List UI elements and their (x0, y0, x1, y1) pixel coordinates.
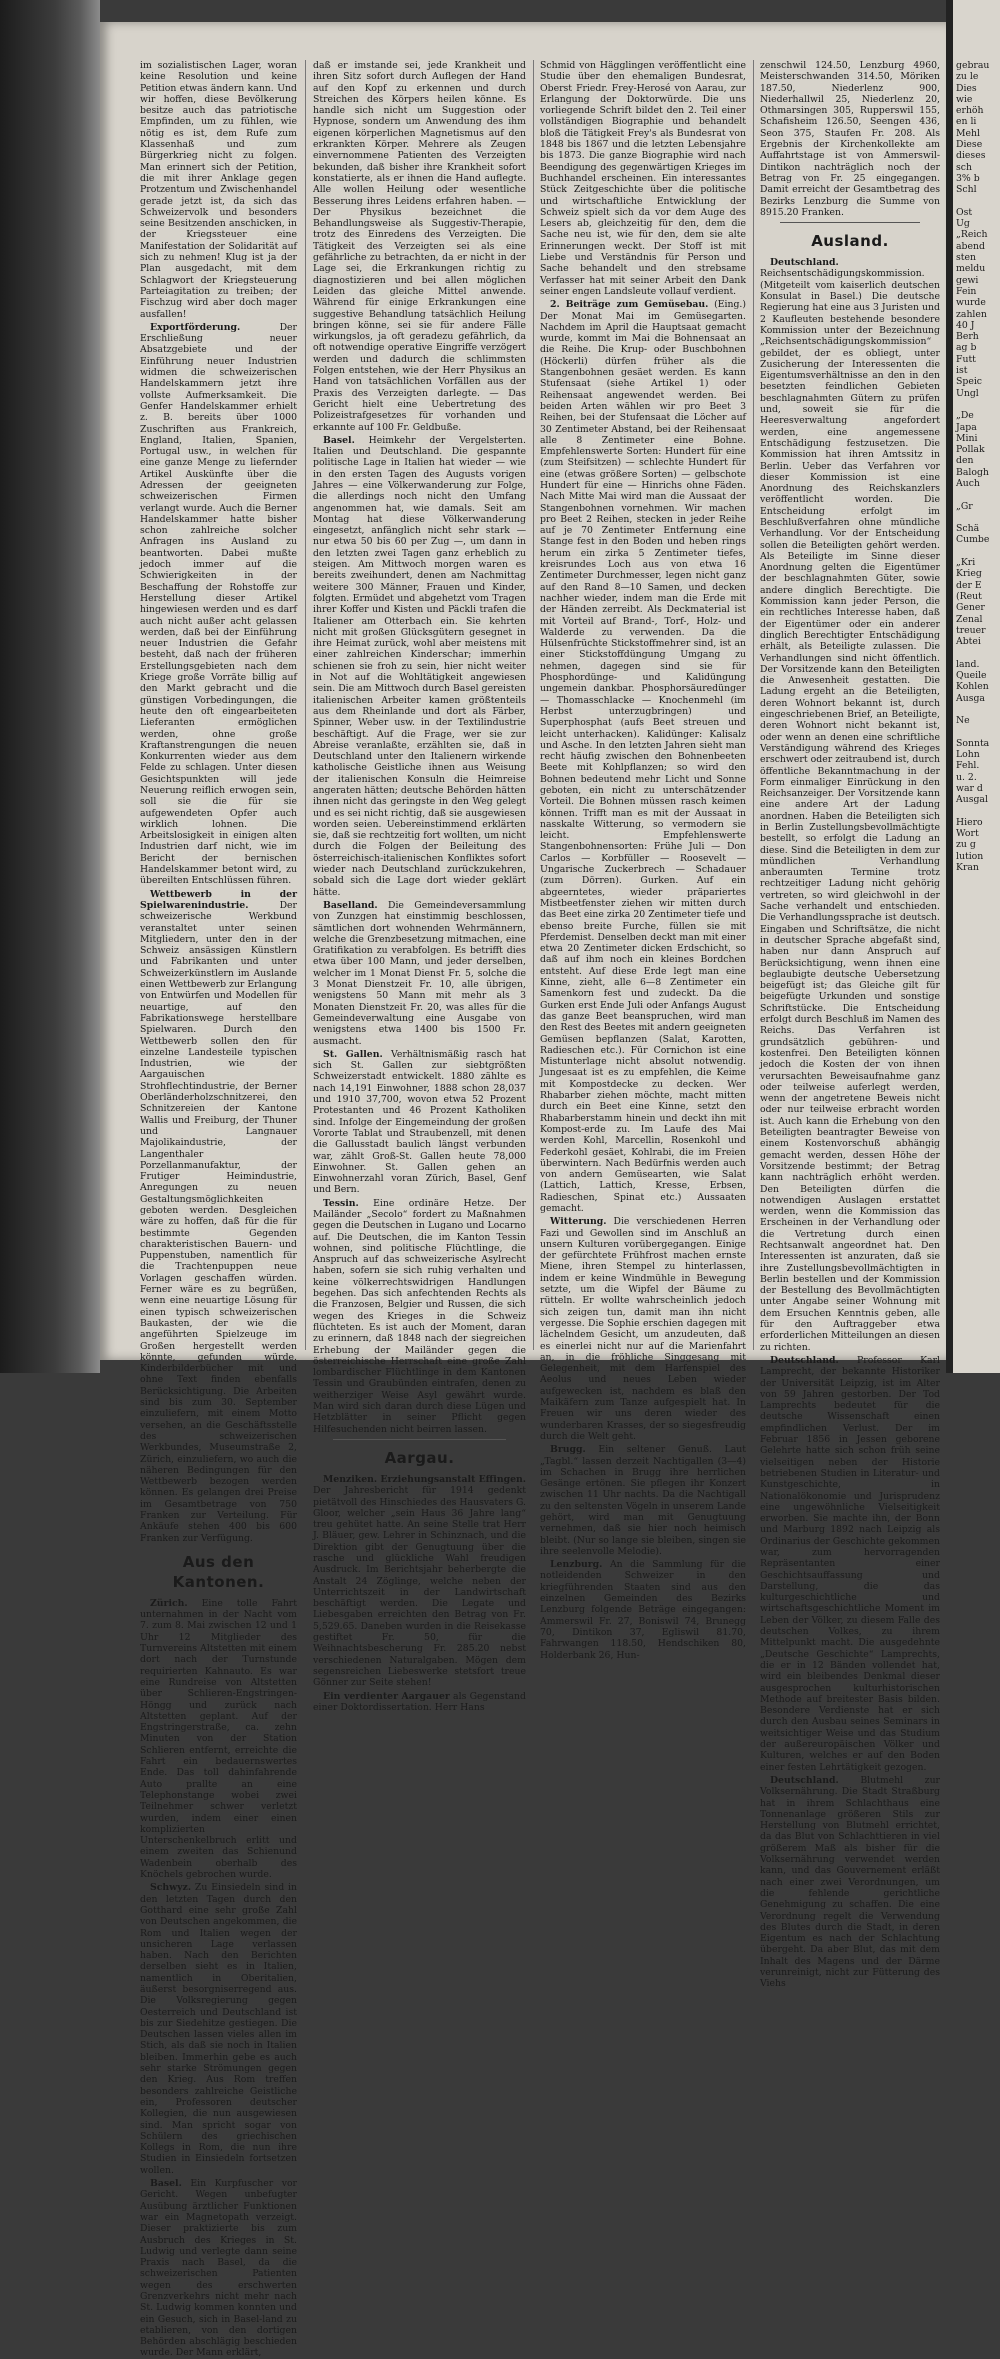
section-heading: Ausland. (811, 232, 889, 251)
column-4 (760, 60, 940, 1990)
strip-line: Cumbe (956, 534, 990, 546)
place-heading: Deutschland. (770, 257, 839, 269)
strip-line: Japa (956, 421, 977, 433)
article-text: Der schweizerische Werkbund veranstaltet unter seinen Mitgliedern, unter den in der Schweiz ansässigen Künstlern und Fabrikanten und unter Schweizerkünstlern im Auslande einen Wettbewerb zur Erlangung von Entwürfen und Modellen für neuartige, auf den Fabrikationswege herstellbare Spielwaren. Durch den Wettbewerb sollen den für einzelne Landesteile typischen Industrien, wie der Aargauischen Strohflechtindustrie, der Berner Oberländerholzschnitzerei, den Schnitzereien der Kantone Wallis und Freiburg, der Thuner und Langnauer Majolikaindustrie, der Langenthaler Porzellanmanufaktur, der Frutiger Heimindustrie, Anregungen zu neuen Gestaltungsmöglichkeiten geboten werden. Desgleichen wäre zu hoffen, daß für die für bestimmte Gegenden charakteristischen Bauern- und Puppenstuben, namentlich für die Trachtenpuppen neue Vorlagen geschaffen würden. Ferner wäre es zu begrüßen, wenn eine neuartige Lösung für einen typisch schweizerischen Baukasten, der wie die angeführten Spielzeuge im Großen hergestellt werden könnte, gefunden würde. Kinderbilderbücher mit und ohne Text finden ebenfalls Berücksichtigung. Die Arbeiten sind bis zum 30. September einzuliefern, mit einem Motto versehen, an die Geschäftsstelle des schweizerischen Werkbundes, Museumstraße 2, Zürich, einzuliefern, wo auch die näheren Bedingungen für den Wettbewerb bezogen werden können. Es gelangen drei Preise im Gesamtbetrage von 750 Franken zur Verteilung. Für Ankäufe stehen 400 bis 600 Franken zur Verfügung. (140, 899, 297, 1544)
article-paragraph (140, 1598, 297, 1880)
strip-line: Kran (956, 862, 979, 874)
section-heading: Aargau. (384, 1448, 455, 1467)
strip-line: 40 J (956, 319, 975, 331)
strip-line: Balogh (956, 466, 989, 478)
article-heading: Exportförderung. (150, 321, 241, 333)
section-heading: Aus den Kantonen. (172, 1552, 265, 1591)
strip-line: wie (956, 93, 973, 105)
strip-line: Ungl (956, 387, 979, 399)
strip-line: Dies (956, 82, 977, 94)
strip-line (956, 196, 996, 207)
article-text: daß er imstande sei, jede Krankheit und ihren Sitz sofort durch Auflegen der Hand auf den Kopf zu erkennen und durch Streichen des Körpers heilen könne. Es handle sich nicht um Suggestion oder Hypnose, sondern um Anwendung des ihm eigenen körperlichen Magnetismus auf den erkrankten Körper. Mehrere als Zeugen einvernommene Patienten des Verzeigten bekunden, daß bisher ihre Krankheit sofort konstatierte, als er ihnen die Hand auflegte. Alle wollen Heilung oder wesentliche Besserung ihres Leidens erfahren haben. — Der Physikus bezeichnet die Behandlungsweise als Suggestiv-Therapie, trotz des Einredens des Verzeigten. Die Tätigkeit des Verzeigten sei als eine gefährliche zu betrachten, da er nicht in der Lage sei, die Erkrankungen richtig zu diagnostizieren und bei allen möglichen Leiden das gleiche Mittel anwende. Während für einige Erkrankungen eine suggestive Behandlung tatsächlich Heilung bringen könne, sei sie für andere Fälle wirkungslos, ja oft geradezu gefährlich, da oft notwendige operative Eingriffe verzögert werden und dadurch die schlimmsten Folgen entstehen, wie der Herr Physikus an Hand von tatsächlichen Vorfällen aus der Praxis des Verzeigten darlegte. — Das Gericht hielt eine Uebertretung des Polizeistrafgesetzes für vorhanden und erkannte auf 100 Fr. Geldbuße. (313, 60, 526, 433)
column-3 (540, 60, 746, 1661)
article-paragraph (140, 889, 297, 1544)
strip-line: Futt (956, 353, 976, 365)
strip-line: u. 2. (956, 771, 977, 783)
strip-line: Fehl. (956, 760, 980, 772)
article-paragraph (140, 322, 297, 887)
place-heading: Deutschland. (770, 1354, 839, 1366)
place-heading: Basel. (150, 2178, 182, 2190)
section-rule (780, 222, 920, 223)
strip-line: Fein (956, 285, 977, 297)
strip-line: „Reich (956, 229, 988, 241)
column-rule (305, 60, 306, 1350)
article-heading: Ein verdienter Aargauer (323, 1690, 450, 1702)
strip-line: ist (956, 365, 968, 377)
place-heading: Brugg. (550, 1444, 586, 1456)
place-heading: Lenzburg. (550, 1559, 603, 1571)
article-paragraph (313, 1049, 526, 1196)
article-text: Heimkehr der Vergelsterten. Italien und Deutschland. Die gespannte politische Lage in Italien hat wieder — wie in den ersten Tagen des Augusts vorigen Jahres — eine Völkerwanderung zur Folge, die allerdings noch nicht den Umfang angenommen hat, wie damals. Seit am Montag hat diese Völkerwanderung eingesetzt, anfänglich nicht sehr stark — nur etwa 50 bis 60 per Zug —, um dann in den letzten zwei Tagen ganz erheblich zu steigen. Am Mittwoch morgen waren es bereits zweihundert, denen am Nachmittag weitere 300 Männer, Frauen und Kinder, folgten. Ermüdet und abgehetzt vom Tragen ihrer Koffer und Kisten und Päckli trafen die Italiener am Otterbach ein. Sie kehrten nicht mit großen Glücksgütern gesegnet in ihre Heimat zurück, wohl aber meistens mit einer zahlreichen Kinderschar; immerhin schienen sie froh zu sein, hier nicht weiter in Not auf die Wohltätigkeit angewiesen sein. Die am Mittwoch durch Basel gereisten italienischen Arbeiter kamen größtenteils aus dem Rheinlande und dort als Färber, Spinner, Weber usw. in der Textilindustrie beschäftigt. Auf die Frage, wer sie zur Abreise veranlaßte, erzählten sie, daß in Deutschland unter den Italienern wirkende katholische Geistliche ihnen aus Weisung der italienischen Konsuln die Heimreise angeraten hätten; deutsche Behörden hätten ihnen nicht das geringste in den Weg gelegt und es sei nicht richtig, daß sie ausgewiesen worden seien. Uebereinstimmend erklärten sie, daß sie rechtzeitig fort wollten, um nicht durch die Folgen der Beileitung des österreichisch-italienischen Konfliktes sofort wieder nach Deutschland zurückzukehren, sobald sich die Lage dort wieder geklärt hätte. (313, 434, 526, 898)
article-text: Der Erschließung neuer Absatzgebiete und der Einführung neuer Industrien widmen die schweizerischen Handelskammern jetzt ihre vollste Aufmerksamkeit. Die Genfer Handelskammer erhielt z. B. bereits über 1000 Zuschriften aus Frankreich, England, Italien, Spanien, Portugal usw., in welchen für eine ganze Menge zu liefernder Artikel Auskünfte über die Adressen der geeigneten schweizerischen Firmen verlangt wurde. Auch die Berner Handelskammer hatte bisher schon zahlreiche solcher Anfragen ins Ausland zu beantworten. Dabei mußte jedoch immer auf die Schwierigkeiten in der Beschaffung der Rohstoffe zur Herstellung dieser Artikel hingewiesen werden und es darf auch nicht außer acht gelassen werden, daß bei der Einführung neuer Industrien die Gefahr besteht, daß nach der früheren Erstellungsgebieten nach dem Kriege große Vorräte billig auf den Markt gebracht und die günstigen Vorbedingungen, die heute den oft eingearbeiteten Lieferanten ermöglichen werden, ohne große Kraftanstrengungen die neuen Konkurrenten wieder aus dem Felde zu schlagen. Unter diesen Gesichtspunkten will jede Neuerung reiflich erwogen sein, soll sie die für sie aufgewendeten Opfer auch wirklich lohnen. Die Arbeitslosigkeit in einigen alten Industrien darf nicht, wie im Bericht der bernischen Handelskammer betont wird, zu übereilten Entschlüssen führen. (140, 321, 297, 887)
strip-line (956, 546, 996, 557)
place-heading: Baselland. (323, 899, 378, 911)
strip-line: den (956, 455, 974, 467)
strip-line: Kohlen (956, 681, 989, 693)
strip-line: Queile (956, 670, 987, 682)
article-text: Ein Kurpfuscher vor Gericht. Wegen unbefugter Ausübung ärztlicher Funktionen war ein Magnetopath verzeigt. Dieser praktizierte bis zum Ausbruch des Krieges in St. Ludwig und verlegte dann seine Praxis nach Basel, da die schweizerischen Patienten wegen des erschwerten Grenzverkehrs nicht mehr nach St. Ludwig kommen konnten und ein Gesuch, sich in Basel-land zu etablieren, von den dortigen Behörden abschlägig beschieden wurde. Der Mann erklärt, (140, 2178, 297, 2359)
article-paragraph (140, 2178, 297, 2359)
article-text: zenschwil 124.50, Lenzburg 4960, Meisterschwanden 314.50, Möriken 187.50, Niederlenz 900, Niederhallwil 25, Niederlenz 20, Othmarsingen 305, Rupperswil 155, Schafisheim 126.50, Seengen 436, Seon 375, Staufen Fr. 208. Als Ergebnis der Kirchenkollekte am Auffahrtstage ist von Ammerswil-Dintikon nachträglich noch der Betrag von Fr. 25 eingegangen. Damit erreicht der Gesamtbetrag des Bezirks Lenzburg die Summe von 8915.20 Franken. (760, 60, 940, 218)
strip-line: Mehl (956, 127, 980, 139)
strip-line: Ne (956, 715, 970, 727)
strip-line: (Reut (956, 590, 982, 602)
column-rule (533, 60, 534, 1350)
strip-line: Schä (956, 523, 980, 535)
strip-line: sch (956, 161, 972, 173)
article-text: im sozialistischen Lager, woran keine Resolution und keine Petition etwas ändern kann. Und wir hoffen, diese Bevölkerung besitze auch das patriotische Empfinden, um zu fühlen, wie nötig es ist, dem Rufe zum Klassenhaß und zum Bürgerkrieg nicht zu folgen. Man erinnert sich der Petition, die mit ihrer Anklage gegen Protzentum und Zwischenhandel gerade jetzt ist, da sich das Schweizervolk und besonders seine Besitzenden anschicken, in der Kriegssteuer eine Manifestation der Solidarität auf sich zu nehmen! Klug ist ja der Plan ausgedacht, mit dem Schlagwort der Kriegsteuerung Parteiagitation zu treiben; der Fischzug wird aber doch mager ausfallen! (140, 60, 297, 320)
strip-line: Abtei (956, 636, 981, 648)
strip-line (956, 489, 996, 500)
strip-line (956, 399, 996, 410)
strip-line: Zenal (956, 613, 983, 625)
article-paragraph (313, 1474, 526, 1689)
strip-line: zu g (956, 839, 976, 851)
column-2 (313, 60, 527, 1713)
strip-line: abend (956, 240, 985, 252)
book-binding (0, 0, 100, 1373)
article-heading: Wettbewerb in der Spielwarenindustrie. (140, 888, 297, 911)
article-text: Verhältnismäßig rasch hat sich St. Gallen zur siebtgrößten Schweizerstadt entwickelt. 1880 zählte es nach 14,191 Einwohner, 1888 schon 28,037 und 1910 37,700, wovon etwa 52 Prozent Protestanten und 46 Prozent Katholiken sind. Infolge der Eingemeindung der großen Vororte Tablat und Straubenzell, mit denen die Gallusstadt baulich längst verbunden war, zählt Groß-St. Gallen heute 78,000 Einwohner. St. Gallen gehen an Einwohnerzahl voran Zürich, Basel, Genf und Bern. (313, 1048, 527, 1196)
article-text: (Eing.) Der Monat Mai im Gemüsegarten. Nachdem im April die Hauptsaat gemacht wurde, kommt im Mai die Bohnensaat an die Reihe. Die Krup- oder Buschbohnen (Höckerli) dürfen früher als die Stangenbohnen gesäet werden. Es kann Stufensaat (siehe Artikel 1) oder Reihensaat angewendet werden. Bei beiden Arten wählen wir pro Beet 3 Reihen, bei der Stufensaat die Löcher auf 30 Zentimeter Abstand, bei der Reihensaat alle 8 Zentimeter eine Bohne. Empfehlenswerte Sorten: Hundert für eine (zum Steifsitzen) — schlechte Hundert für eine (etwas größere Sorten) — gelbschote Hundert für eine — Hinrichs ohne Fäden. Nach Mitte Mai wird man die Aussaat der Stangenbohnen vornehmen. Wir machen pro Beet 2 Reihen, stecken in jeder Reihe auf je 70 Zentimeter Entfernung eine Stange fest in den Boden und heben rings herum ein zirka 5 Zentimeter tiefes, kreisrundes Loch aus von etwa 16 Zentimeter Durchmesser, legen nicht ganz auf den Rand 8—10 Samen, und decken nachher wieder, indem man die Erde mit der Händen zerreibt. Als Deckmaterial ist mit Vorteil auf Brand-, Torf-, Holz- und Walderde zu verwenden. Da die Hülsenfrüchte Stickstoffmehrer sind, ist an einer Stickstoffdüngung Umgang zu nehmen, dagegen sind sie für Phosphordünge- und Kalidüngung ungemein dankbar. Phosphorsäuredünger — Thomasschlacke — Knochenmehl (im Herbst unterzugbringen) und Superphosphat (aufs Beet streuen und leicht unterhacken). Kalidünger: Kalisalz und Asche. In den letzten Jahren sieht man recht häufig zwischen den Bohnenbeeten Beete mit Kohlpflanzen; so wird den Bohnen bedeutend mehr Licht und Sonne geboten, ein nicht zu unterschätzender Vorteil. Die Bohnen müssen rasch keimen können. Trifft man es mit der Aussaat in nasskalte Witterung, so vermodern sie leicht. Empfehlenswerte Stangenbohnensorten: Frühe Juli — Don Carlos — Korbfüller — Roosevelt — Ungarische Zuckerbrech — Schadauer (zum Dörren). Gurken. Auf ein abgeerntetes, wieder präpariertes Mistbeetfenster ziehen wir mitten durch das Beet eine zirka 20 Zentimeter tiefe und ebenso breite Furche, füllen sie mit Pferdemist. Denselben deckt man mit einer etwa 20 Zentimeter dicken Erdschicht, so daß auf ihm noch ein kleines Bordchen entsteht. Auf diese Erde legt man eine Kinne, zieht, alle 6—8 Zentimeter ein Samenkorn fest und zudeckt. Da die Gurken erst Ende Juli oder Anfangs August das ganze Beet beanspruchen, wird man den Rest des Beetes mit andern geeigneten Gemüsen bepflanzen (Salat, Karotten, Radieschen etc.). Für Cornichon ist eine Mistunterlage nicht absolut notwendig. Jungesaat ist es zu empfehlen, die Keime mit Kompostdecke zu decken. Wer Rhabarber ziehen möchte, macht mitten durch ein Beet eine Kinne, setzt den Rhabarberstamm hinein und deckt ihn mit Kompost-erde zu. Im Laufe des Mai werden Kohl, Marcellin, Rosenkohl und Federkohl gesäet, Kohlrabi, die im Freien überwintern. Nach Bedürfnis werden auch von andern Gemüsearten, wie Salat (Lattich, Lattich, Kresse, Erbsen, Radieschen, Spinat etc.) Aussaaten gemacht. (540, 299, 746, 1214)
strip-line (956, 727, 996, 738)
strip-line: en li (956, 116, 977, 128)
strip-line: Pollak (956, 444, 985, 456)
strip-line: gebrau (956, 60, 990, 71)
column-1 (140, 60, 297, 2359)
place-heading: Zürich. (150, 1597, 188, 1609)
strip-line: dieses (956, 150, 986, 162)
article-heading: Witterung. (550, 1216, 607, 1228)
strip-line: „Gr (956, 500, 973, 512)
place-heading: Schwyz. (150, 1882, 192, 1894)
section-rule (333, 1439, 506, 1440)
strip-line (956, 806, 996, 817)
strip-line: Krieg (956, 568, 982, 580)
strip-line: „Kri (956, 557, 976, 569)
strip-line (956, 704, 996, 715)
article-paragraph (540, 1559, 746, 1661)
strip-line: Ausgal (956, 794, 988, 806)
strip-line: Ausga (956, 692, 985, 704)
strip-line: zu le (956, 71, 979, 83)
article-paragraph (540, 1216, 746, 1442)
article-text: Professor Karl Lamprecht, der bekannte Historiker der Universität Leipzig, ist im Alter von 59 Jahren gestorben. Der Tod Lamprechts bedeutet für die deutsche Wissenschaft einen empfindlichen Verlust. Der im Februar 1856 in Jessen geborene Gelehrte hatte sich schon früh seine vielseitigen neben der Historie betriebenen Studien in Literatur- und Kunstgeschichte, in Nationalökonomie und Jurisprudenz eine ungewöhnliche Vielseitigkeit erworben. Sie machte ihn, der Bonn und Marburg 1892 nach Leipzig als Ordinarius der Geschichte gekommen war, zum hervorragenden Repräsentanten einer Geschichtsauffassung und Darstellung, die das kulturgeschichtliche und wirtschaftsgeschichtliche Moment im Leben der Völker, zu diesem Falle des deutschen Volkes, zu ihrem Mittelpunkt macht. Die ausgedehnte „Deutsche Geschichte“ Lamprechts, die er in 12 Bänden vollendet hat, wird ein bleibendes Denkmal dieser ausgesprochen kulturhistorischen Methode auf breitester Basis bilden. Besondere Verdienste hat er sich durch den Ausbau seines Seminars in weitsichtiger Weise und das Studium der außereuropäischen Völker und Kulturen, welches er auf den Boden einer festen Lehrtätigkeit gezogen. (760, 1354, 940, 1773)
next-page-strip (953, 0, 1000, 1373)
strip-line: Speic (956, 376, 983, 388)
strip-line: 3% b (956, 172, 980, 184)
next-page-column-fragment (956, 60, 996, 873)
article-text: Reichsentschädigungskommission. (Mitgeteilt vom kaiserlich deutschen Konsulat in Basel.) Die deutsche Regierung hat eine aus 3 Juristen und 2 Kaufleuten bestehende besondere Kommission unter der Bezeichnung „Reichsentschädigungskommission“ gebildet, der es obliegt, unter Zusicherung der Interessenten die Eigentumsverhältnisse an den in den besetzten feindlichen Gebieten beschlagnahmten Gütern zu prüfen und, soweit sie für die Heeresverwaltung angefordert werden, eine angemessene Entschädigung festzusetzen. Die Kommission hat ihren Amtssitz in Berlin. Ueber das Verfahren vor dieser Kommission ist eine Anordnung des Reichskanzlers veröffentlicht worden. Die Entscheidung erfolgt im Beschlußverfahren ohne mündliche Verhandlung. Vor der Entscheidung sollen die Beteiligten gehört werden. Als Beteiligte im Sinne dieser Anordnung gelten die Eigentümer der beschlagnahmten Güter, sowie andere dinglich Berechtigte. Die Kommission kann jeder Person, die ein rechtliches Interesse haben, daß der Eigentümer oder ein anderer dinglich Berechtigter Entschädigung erhält, als Beteiligte zulassen. Die Verhandlungen sind nicht öffentlich. Der Vorsitzende kann den Beteiligten die Anwesenheit gestatten. Die Ladung ergeht an die Beteiligten, deren Wohnort bekannt ist, durch eingeschriebenen Brief, an Beteiligte, deren Wohnort nicht bekannt ist, oder wenn an denen eine schriftliche Verständigung während des Krieges erschwert oder zeitraubend ist, durch öffentliche Bekanntmachung in der Form einmaliger Einrückung in den Reichsanzeiger. Der Vorsitzende kann eine andere Art der Ladung anordnen. Haben die Beteiligten sich in Berlin Zustellungsbevollmächtigte bestellt, so erfolgt die Ladung an diese. Sind die Beteiligten in dem zur mündlichen Verhandlung anberaumten Termine trotz rechtzeitiger Ladung nicht gehörig vertreten, so wird gleichwohl in der Sache verhandelt und entschieden. Die Verhandlungssprache ist deutsch. Eingaben und Schriftsätze, die nicht in deutscher Sprache abgefaßt sind, haben nur dann Anspruch auf Berücksichtigung, wenn ihnen eine beglaubigte deutsche Uebersetzung beigefügt ist; das Gleiche gilt für beigefügte Urkunden und sonstige Schriftstücke. Die Entscheidung erfolgt durch Beschluß im Namen des Reichs. Das Verfahren ist grundsätzlich gebühren- und kostenfrei. Den Beteiligten können jedoch die Kosten der von ihnen verursachten Beweisaufnahme ganz oder teilweise auferlegt werden, wenn der angetretene Beweis nicht oder nur teilweise erbracht worden ist. Auch kann die Erhebung von den Beteiligten beantragter Beweise von einem Kostenvorschuß abhängig gemacht werden, dessen Höhe der Vorsitzende bestimmt; der Betrag kann nachträglich erhöht werden. Den Beteiligten dürfen die notwendigen Auslagen erstattet werden, wenn die Kommission das Erscheinen in der Verhandlung oder die Vertretung durch einen Rechtsanwalt angeordnet hat. Den Interessenten ist anzuraten, daß sie ihre Zustellungsbevollmächtigten in Berlin bestellen und der Kommission der Bestellung des Bevollmächtigten unter Angabe seiner Wohnung mit dem Ersuchen Kenntnis geben, alle für den Auftraggeber etwa erforderlichen Mitteilungen an diesen zu richten. (760, 268, 940, 1353)
article-paragraph (140, 1882, 297, 2176)
article-text: Eine ordinäre Hetze. Der Mailänder „Secolo“ fordert zu Maßnahmen gegen die Deutschen in Lugano und Locarno auf. Die Deutschen, die im Kanton Tessin wohnen, sind politische Flüchtlinge, die Anspruch auf das schweizerische Asylrecht haben, sofern sie sich ruhig verhalten und keine völkerrechtswidrigen Handlungen begehen. Das sich anfechtenden Rechts als die Franzosen, Belgier und Russen, die sich wegen des Krieges in die Schweiz flüchteten. Es ist auch der Moment, daran zu erinnern, daß 1848 nach der siegreichen Erhebung der Mailänder gegen die österreichische Herrschaft eine große Zahl lombardischer Flüchtlinge in dem Kantonen Tessin und Graubünden eintrafen, denen zu weitherziger Weise Asyl gewährt wurde. Man wird sich daran durch diese Lügen und Hetzblätter in seiner Pflicht gegen Hilfesuchenden nicht beirren lassen. (313, 1197, 526, 1435)
place-heading: Tessin. (323, 1197, 359, 1209)
place-heading: St. Gallen. (323, 1048, 383, 1060)
place-heading: Deutschland. (770, 1774, 839, 1786)
strip-line: Berh (956, 331, 979, 343)
article-paragraph (313, 1691, 526, 1714)
strip-line: meldu (956, 263, 986, 275)
strip-line: gewi (956, 274, 979, 286)
strip-line: Auch (956, 477, 980, 489)
article-text: Zu Einsiedeln sind in den letzten Tagen durch den Gotthard eine sehr große Zahl von Deutschen angekommen, die Rom und Italien wegen der unsicheren Lage verlassen haben. Nach den Berichten derselben sieht es in Italien, namentlich in Oberitalien, äußerst besorgniserregend aus. Die Volksregierung gegen Oesterreich und Deutschland ist bis zur Siedehitze gestiegen. Die Deutschen lassen vieles allen im Stich, als daß sie noch in Italien bleiben. Immerhin gebe es auch sehr starke Strömungen gegen den Krieg. Aus Rom treffen besonders zahlreiche Geistliche ein, Professoren deutscher Kollegien, die nun ausgewiesen sind. Man spricht sogar von Schülern des griechischen Kollegs in Rom, die nun ihre Studien in Einsiedeln fortsetzen wollen. (140, 1882, 297, 2176)
article-paragraph (540, 299, 746, 1214)
strip-line: erhöh (956, 105, 984, 117)
strip-line: sten (956, 252, 976, 264)
place-heading: Menziken. Erziehungsanstalt Effingen. (323, 1473, 526, 1485)
strip-line: land. (956, 658, 980, 670)
strip-line: lution (956, 850, 984, 862)
article-text: Die Gemeindeversammlung von Zunzgen hat einstimmig beschlossen, sämtlichen dort wohnenden Wehrmännern, welche die Grenzbesetzung mitmachen, eine Gratifikation zu verabfolgen. Es betrifft dies etwa über 100 Mann, und jeder derselben, welcher im 1 Monat Dienst Fr. 5, solche die 3 Monat Dienstzeit Fr. 10, alle übrigen, wenigstens 50 Mann mit mehr als 3 Monaten Dienstzeit Fr. 20, was alles für die Gemeindeverwaltung eine Ausgabe von wenigstens etwa 1400 bis 1500 Fr. ausmacht. (313, 899, 526, 1047)
strip-line: Wort (956, 828, 979, 840)
strip-line: war d (956, 783, 983, 794)
article-text: Blutmehl zur Volksernährung. Die Stadt Straßburg hat in ihrem Schlachthaus eine Tonnenanlage größeren Stils zur Herstellung von Blutmehl errichtet, da das Blut von Schlachttieren in viel größerem Maß als bisher für die Volksernährung verwendet werden kann, und das Gouvernement erläßt nach einer zwei Verordnungen, um die fehlende gerichtliche Genehmigung zu schaffen. Die eine Verordnung regelt die Verwendung des Blutes durch die Stadt, in deren Eigentum es nach der Schlachtung übergeht. Da aber Blut, das mit dem Inhalt des Magens und der Därme verunreinigt, nicht zur Fütterung des Viehs (760, 1774, 940, 1990)
article-paragraph (313, 435, 526, 898)
strip-line: Mini (956, 432, 978, 444)
article-text: Schmid von Hägglingen veröffentlicht eine Studie über den ehemaligen Bundesrat, Oberst Friedr. Frey-Herosé von Aarau, zur Erlangung der Doktorwürde. Die uns vorliegende Schrift bildet den 2. Teil einer vollständigen Biographie und behandelt bloß die Tätigkeit Frey's als Bundesrat von 1848 bis 1867 und die letzten Lebensjahre bis 1873. Die ganze Biographie wird nach Beendigung des gegenwärtigen Krieges im Buchhandel erscheinen. Ein interessantes Stück Zeitgeschichte über die politische und wirtschaftliche Entwicklung der Schweiz spielt sich da vor dem Auge des Lesers ab, gleichzeitig für den, dem die Sache neu ist, wie für den, dem sie alte Erinnerungen weckt. Der Stoff ist mit Liebe und Verständnis für Person und Sache behandelt und den strebsame Verfasser hat mit seiner Arbeit den Dank seiner engen Landsleute vollauf verdient. (540, 60, 746, 297)
strip-line: Ug (956, 218, 970, 230)
strip-line: ag b (956, 342, 977, 354)
strip-line: Lohn (956, 749, 980, 761)
article-paragraph (313, 900, 526, 1047)
strip-line: Hiero (956, 816, 983, 828)
strip-line: Diese (956, 139, 983, 151)
article-paragraph (540, 1444, 746, 1557)
strip-line: Gener (956, 602, 985, 614)
strip-line: wurde (956, 297, 986, 309)
article-text: als Gegenstand einer Doktordissertation. Herr Hans (313, 1690, 526, 1713)
strip-line: der E (956, 579, 982, 591)
strip-line: Sonnta (956, 737, 990, 749)
strip-line: „De (956, 410, 974, 422)
strip-line: Ost (956, 206, 973, 218)
article-paragraph (760, 257, 940, 1353)
place-heading: Basel. (323, 434, 355, 446)
article-text: Ein seltener Genuß. Laut „Tagbl.“ lassen derzeit Nachtigallen (3—4) im Schachen in Brugg ihre herrlichen Gesänge ertönen. Sie pflegen ihr Konzert zwischen 11 Uhr nachts. Da die Nachtigall zu den seltensten Vögeln in unserem Lande gehört, wird man mit Genugtuung vernehmen, daß sie hier noch heimisch bleibt. (Nur so lange sie bleiben, singen sie ihre seelenvolle Melodie). (540, 1444, 746, 1557)
article-heading: 2. Beiträge zum Gemüsebau. (550, 299, 709, 311)
article-text: Die verschiedenen Herren Fazi und Gewollen sind im Anschluß an unsern Kulturen vorübergegangen. Einige der gefürchtete Frühfrost machen ernste Miene, ihren Stempel zu hinterlassen, indem er keine Windmühle in Bewegung setzte, um die Wipfel der Bäume zu rütteln. Er wollte wahrscheinlich jedoch sich zeigen tun, damit man ihn nicht vergesse. Die Sophie erschien dagegen mit lächelndem Gesicht, um anzudeuten, daß es einerlei nicht nur auf die Marienfahrt an, in die fröhliche Singgesang mit Gelegenheit, mit dem Harfenspiel des Aeolus und neues Leben wieder aufgewecken ist, nachdem es blaß den Maikäfern zum Tanze aufgespielt hat. In Freuen wir uns deren wieder des wunderbaren Krasses, der so siegesfreudig durch die Welt geht. (540, 1216, 746, 1442)
article-paragraph (760, 1775, 940, 1990)
strip-line: zahlen (956, 308, 987, 320)
strip-line (956, 512, 996, 523)
article-text: Eine tolle Fahrt unternahmen in der Nacht vom 7. zum 8. Mai zwischen 12 und 1 Uhr 12 Mitglieder des Turnvereins Altstetten mit einem dort nach der Turnstunde requirierten Kahnauto. Es war eine Rundreise von Altstetten über Schlieren-Engstringen-Höngg und zurück nach Altstetten geplant. Auf der Engstringerstraße, ca. zehn Minuten von der Station Schlieren entfernt, erreichte die Fahrt ein bedauernswertes Ende. Das toll dahinfahrende Auto prallte an eine Telephonstange wobei zwei Teilnehmer schwer verletzt wurden, indem einer einen komplizierten Unterschenkelbruch erlitt und einem zweiten das Schienund Wadenbein oberhalb des Knöchels gebrochen wurde. (140, 1597, 297, 1881)
article-text: An die Sammlung für die notleidenden Schweizer in den kriegführenden Staaten sind aus den einzelnen Gemeinden des Bezirks Lenzburg folgende Beträge eingegangen: Ammerswil Fr. 27, Boniswil 74, Brunegg 70, Dintikon 37, Egliswil 81.70, Fahrwangen 118.50, Hendschiken 80, Holderbank 26, Hun- (540, 1559, 746, 1661)
article-paragraph (760, 1355, 940, 1773)
strip-line: Schl (956, 184, 977, 196)
article-text: Der Jahresbericht für 1914 gedenkt pietätvoll des Hinschiedes des Hausvaters G. Gloor, welcher „sein Haus 36 Jahre lang“ treu gehütet hatte. An seine Stelle trat Herr J. Bläuer, gew. Lehrer in Schinznach, und die Direktion gibt der Genugtuung über die rasche und glückliche Wahl freudigen Ausdruck. Im Berichtsjahr beherbergte die Anstalt 24 Zöglinge, welche neben der Unterrichtszeit in der Landwirtschaft beschäftigt werden. Die Legate und Liebesgaben erreichten den Betrag von Fr. 5,529.65. Daneben wurden in die Reisekasse gestiftet Fr. 50, für die Weihnachtsbescherung Fr. 285.20 nebst verschiedenen Naturalgaben. Mögen dem segensreichen Liebeswerke stetsfort treue Gönner zur Seite stehen! (313, 1485, 526, 1689)
column-rule (753, 60, 754, 1350)
strip-line (956, 647, 996, 658)
strip-line: treuer (956, 624, 986, 636)
article-paragraph (313, 1198, 526, 1435)
